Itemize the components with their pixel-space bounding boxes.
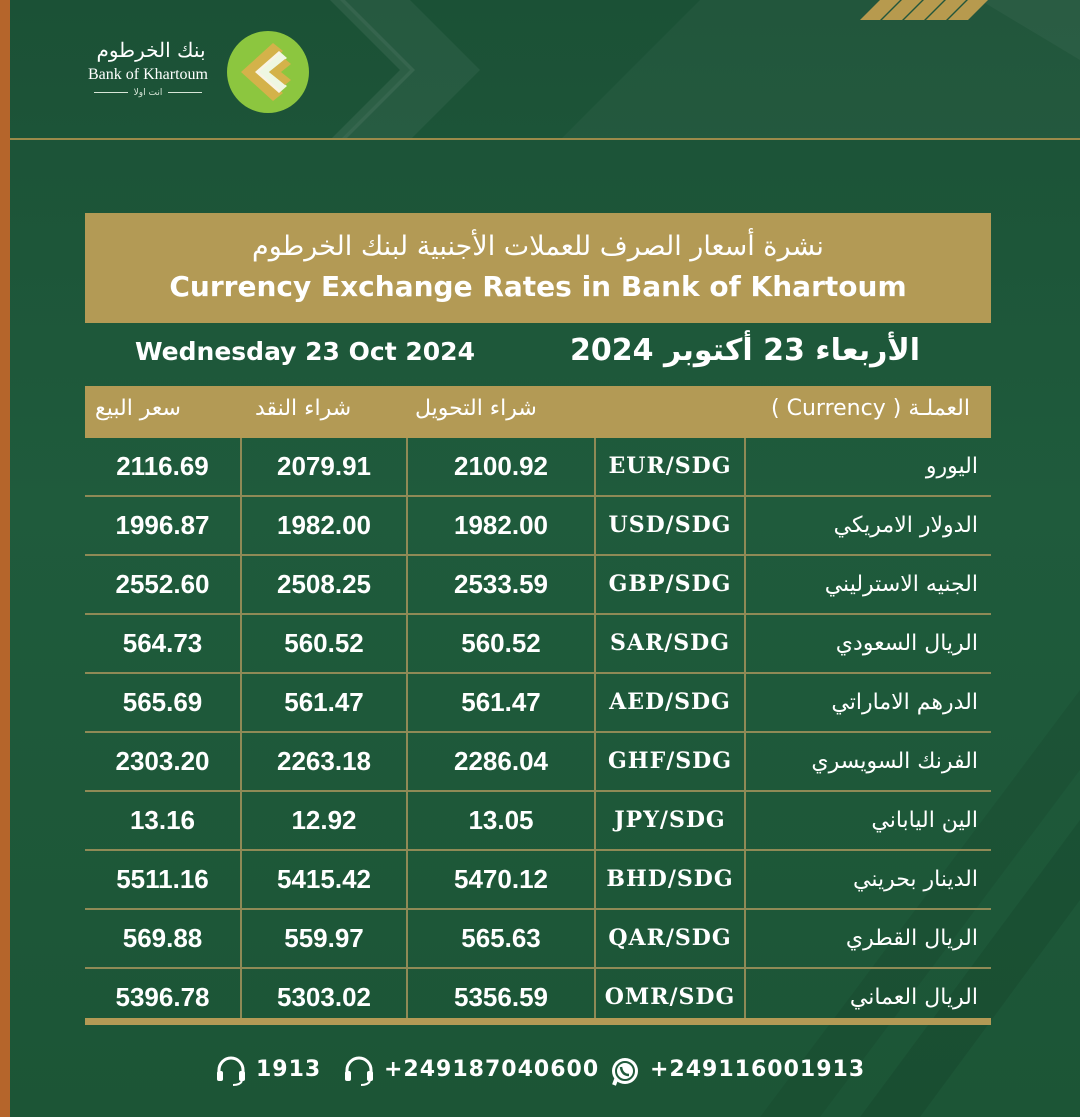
header-transfer-buy: شراء التحويل: [415, 396, 537, 421]
currency-code: QAR/SDG: [608, 925, 732, 951]
currency-name: الريال العماني: [849, 985, 978, 1010]
whatsapp-number[interactable]: +249116001913: [650, 1057, 866, 1082]
cash-buy-value: 561.47: [284, 687, 364, 717]
table-bottom-bar: [85, 1018, 991, 1025]
table-row: [85, 851, 991, 910]
currency-code: SAR/SDG: [609, 630, 731, 656]
brand-name-ar: بنك الخرطوم: [96, 38, 206, 62]
transfer-buy-value: 560.52: [461, 628, 541, 658]
brand-tagline: انت اولا: [78, 88, 218, 98]
cash-buy-value: 559.97: [284, 923, 364, 953]
transfer-buy-value: 561.47: [461, 687, 541, 717]
cash-buy-value: 560.52: [284, 628, 364, 658]
currency-name: الدينار بحريني: [852, 867, 978, 892]
headset-icon: [214, 1056, 248, 1086]
header-currency: العملـة ( Currency ): [771, 396, 970, 421]
hotline-number[interactable]: 1913: [256, 1057, 322, 1082]
currency-code: OMR/SDG: [604, 984, 736, 1010]
cash-buy-value: 2079.91: [277, 451, 371, 481]
currency-name: الجنيه الاسترليني: [824, 572, 978, 597]
table-row: [85, 438, 991, 497]
currency-name: الين الياباني: [871, 808, 978, 833]
currency-code: GHF/SDG: [608, 748, 732, 774]
rates-table: [85, 386, 991, 1026]
column-divider: [594, 438, 596, 1018]
sell-value: 2303.20: [115, 746, 210, 776]
cash-buy-value: 2508.25: [277, 569, 371, 599]
header-divider: [10, 138, 1080, 140]
phone-number[interactable]: +249187040600: [384, 1057, 600, 1082]
cash-buy-value: 1982.00: [277, 510, 371, 540]
header-cash-buy: شراء النقد: [255, 396, 352, 421]
sell-value: 5396.78: [115, 982, 210, 1012]
currency-code: EUR/SDG: [608, 453, 732, 479]
table-row: [85, 733, 991, 792]
currency-name: الريال السعودي: [835, 631, 978, 656]
currency-name: الدرهم الاماراتي: [831, 690, 978, 715]
currency-name: الدولار الامريكي: [833, 513, 978, 538]
sell-value: 1996.87: [115, 510, 210, 540]
transfer-buy-value: 2286.04: [454, 746, 548, 776]
currency-code: USD/SDG: [608, 512, 732, 538]
transfer-buy-value: 5470.12: [454, 864, 548, 894]
column-divider: [240, 438, 242, 1018]
currency-code: BHD/SDG: [606, 866, 734, 892]
table-row: [85, 792, 991, 851]
currency-code: JPY/SDG: [614, 807, 726, 833]
sell-value: 565.69: [122, 687, 203, 717]
whatsapp-icon: [608, 1056, 642, 1086]
table-header: [85, 386, 991, 438]
title-banner: [85, 213, 991, 323]
cash-buy-value: 12.92: [291, 805, 357, 835]
transfer-buy-value: 565.63: [461, 923, 541, 953]
currency-code: AED/SDG: [609, 689, 731, 715]
table-row: [85, 674, 991, 733]
sell-value: 2116.69: [116, 451, 209, 481]
table-body: [85, 438, 991, 1026]
currency-name: الريال القطري: [845, 926, 978, 951]
title-ar: نشرة أسعار الصرف للعملات الأجنبية لبنك الخرطوم: [252, 231, 824, 262]
sell-value: 564.73: [122, 628, 203, 658]
title-en: Currency Exchange Rates in Bank of Khartoum: [169, 270, 907, 303]
date-ar: الأربعاء 23 أكتوبر 2024: [570, 333, 920, 368]
column-divider: [744, 438, 746, 1018]
transfer-buy-value: 13.05: [468, 805, 534, 835]
transfer-buy-value: 1982.00: [454, 510, 548, 540]
currency-name: اليورو: [925, 454, 978, 479]
headset-icon: [342, 1056, 376, 1086]
transfer-buy-value: 5356.59: [454, 982, 548, 1012]
sell-value: 569.88: [122, 923, 203, 953]
table-row: [85, 910, 991, 969]
sell-value: 2552.60: [115, 569, 210, 599]
cash-buy-value: 5415.42: [277, 864, 371, 894]
contact-footer: [0, 1050, 1080, 1090]
table-row: [85, 556, 991, 615]
bank-logo-icon: [227, 31, 309, 113]
cash-buy-value: 5303.02: [277, 982, 371, 1012]
header-sell: سعر البيع: [95, 396, 181, 421]
table-row: [85, 615, 991, 674]
transfer-buy-value: 2100.92: [454, 451, 548, 481]
transfer-buy-value: 2533.59: [454, 569, 548, 599]
date-en: Wednesday 23 Oct 2024: [135, 337, 475, 366]
table-row: [85, 497, 991, 556]
currency-name: الفرنك السويسري: [811, 749, 978, 774]
cash-buy-value: 2263.18: [277, 746, 371, 776]
sell-value: 5511.16: [116, 864, 209, 894]
column-divider: [406, 438, 408, 1018]
sell-value: 13.16: [129, 805, 196, 835]
brand-name-en: Bank of Khartoum: [88, 66, 208, 83]
currency-code: GBP/SDG: [608, 571, 732, 597]
